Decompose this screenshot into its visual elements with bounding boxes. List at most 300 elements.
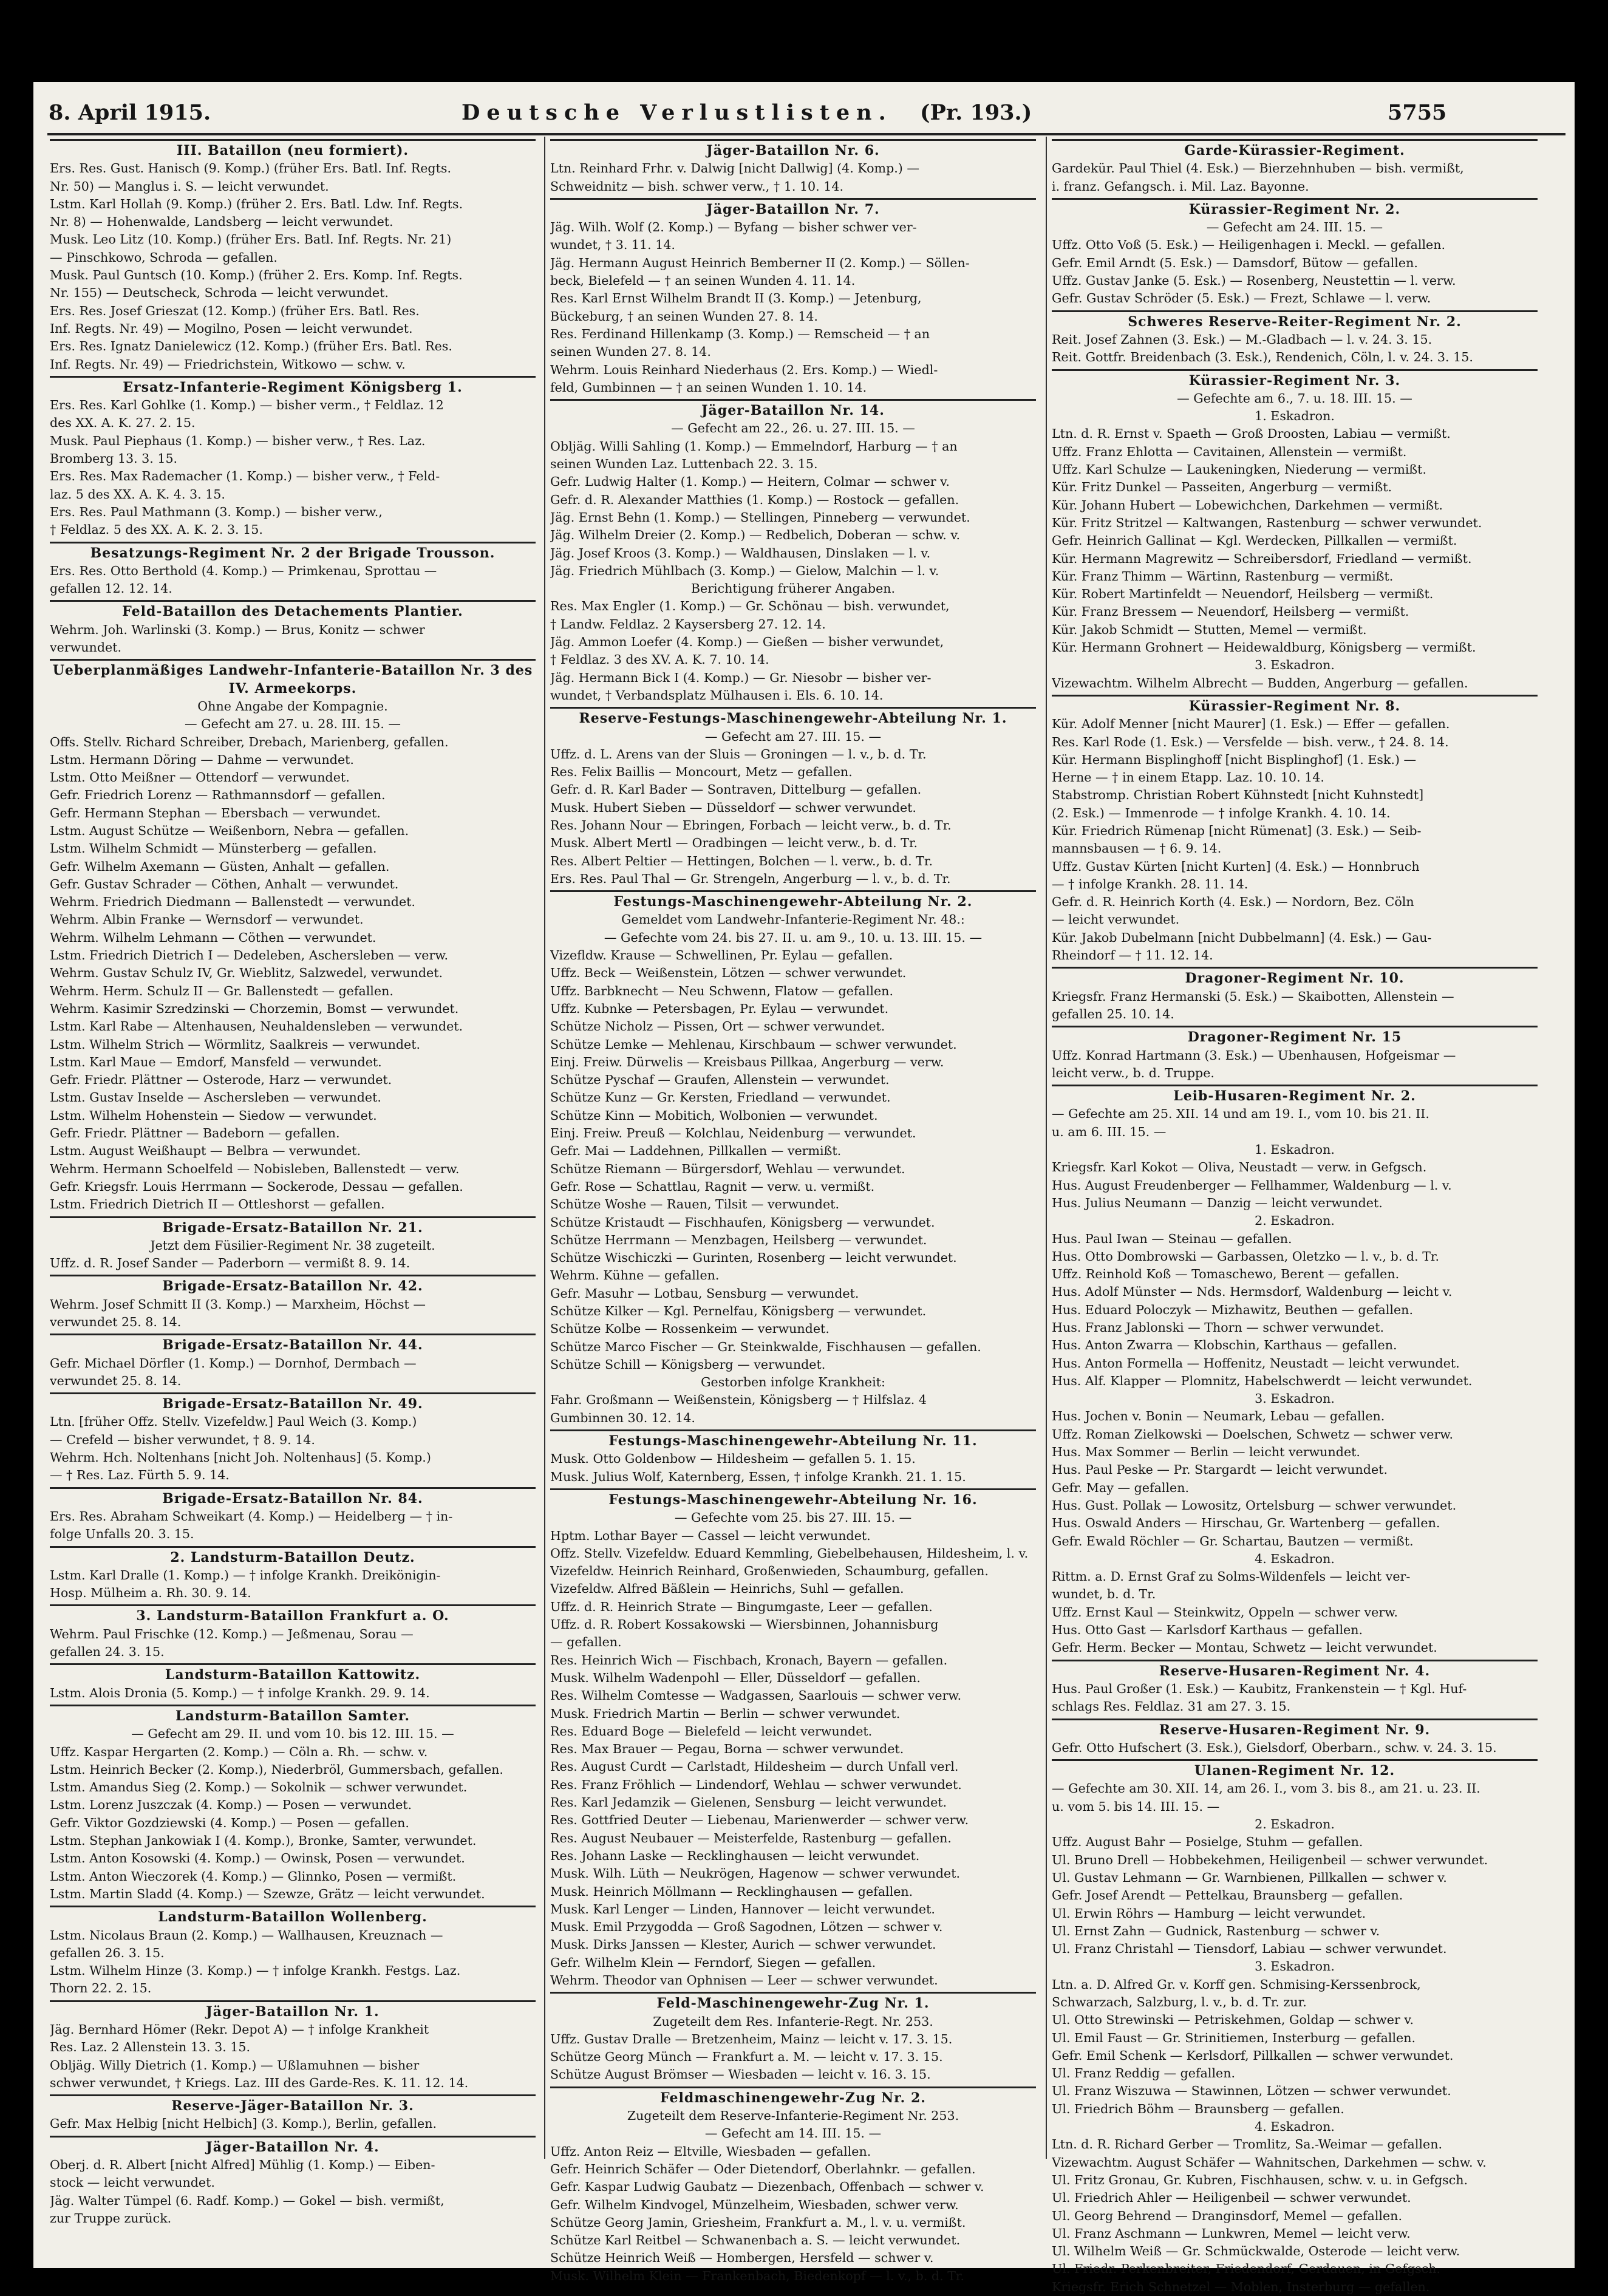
- entry-line: Kür. Hermann Grohnert — Heidewaldburg, Königsberg — vermißt.: [1052, 640, 1476, 655]
- section: [1052, 369, 1538, 692]
- entry-line: 3. Eskadron.: [1255, 1391, 1335, 1406]
- entry-line: Hus. Oswald Anders — Hirschau, Gr. Wartenberg — gefallen.: [1052, 1516, 1440, 1531]
- entry-line: folge Unfalls 20. 3. 15.: [50, 1527, 194, 1542]
- entry-line: Ers. Res. Karl Gohlke (1. Komp.) — bisher verm., † Feldlaz. 12: [50, 398, 444, 413]
- entry-line: 3. Eskadron.: [1255, 1959, 1335, 1974]
- entry-line: Uffz. Ernst Kaul — Steinkwitz, Oppeln — schwer verw.: [1052, 1604, 1398, 1620]
- entry-line: Schütze August Brömser — Wiesbaden — leicht v. 16. 3. 15.: [550, 2067, 931, 2082]
- section-heading: Brigade-Ersatz-Bataillon Nr. 21.: [162, 1219, 423, 1236]
- entry-line: Kriegsfr. Franz Hermanski (5. Esk.) — Skaibotten, Allenstein —: [1052, 989, 1454, 1004]
- entry-line: wundet, † Verbandsplatz Mülhausen i. Els. 6. 10. 14.: [550, 687, 884, 703]
- entry-line: Ltn. [früher Offz. Stellv. Vizefeldw.] Paul Weich (3. Komp.): [50, 1414, 417, 1429]
- entry-line: Vizefldw. Krause — Schwellinen, Pr. Eylau — gefallen.: [550, 948, 893, 963]
- entry-line: seinen Wunden 27. 8. 14.: [550, 344, 711, 359]
- entry-line: Gefr. Heinrich Schäfer — Oder Dietendorf, Oberlahnkr. — gefallen.: [550, 2161, 976, 2176]
- entry-line: Kür. Franz Thimm — Wärtinn, Rastenburg — vermißt.: [1052, 568, 1394, 584]
- entry-line: Gefr. Kriegsfr. Louis Herrmann — Sockerode, Dessau — gefallen.: [50, 1179, 463, 1194]
- entry-line: 2. Eskadron.: [1255, 1817, 1335, 1832]
- entry-line: Uffz. d. R. Robert Kossakowski — Wiersbinnen, Johannisburg: [550, 1617, 939, 1632]
- section: [50, 659, 536, 1213]
- section: [50, 376, 536, 539]
- entry-line: laz. 5 des XX. A. K. 4. 3. 15.: [50, 486, 225, 502]
- column-divider-2: [1046, 137, 1047, 2159]
- entry-line: Vizefeldw. Alfred Bäßlein — Heinrichs, Suhl — gefallen.: [550, 1581, 904, 1596]
- entry-line: Bromberg 13. 3. 15.: [50, 451, 178, 466]
- entry-line: Uffz. Gustav Dralle — Bretzenheim, Mainz — leicht v. 17. 3. 15.: [550, 2031, 953, 2046]
- entry-line: Schütze Pyschaf — Graufen, Allenstein — verwundet.: [550, 1072, 890, 1088]
- section: [550, 2086, 1036, 2285]
- entry-line: Schwarzach, Salzburg, l. v., b. d. Tr. zur.: [1052, 1994, 1307, 2009]
- entry-line: Ul. Franz Aschmann — Lunkwren, Memel — leicht verw.: [1052, 2226, 1411, 2241]
- section-heading: Landsturm-Bataillon Kattowitz.: [165, 1667, 421, 1683]
- entry-line: Bückeburg, † an seinen Wunden 27. 8. 14.: [550, 308, 818, 324]
- section-heading: Reserve-Husaren-Regiment Nr. 9.: [1159, 1722, 1431, 1738]
- entry-line: 4. Eskadron.: [1255, 2119, 1335, 2134]
- entry-line: verwundet 25. 8. 14.: [50, 1315, 182, 1329]
- entry-line: Uffz. Barbknecht — Neu Schwenn, Flatow — gefallen.: [550, 983, 893, 998]
- entry-line: Ul. Friedrich Böhm — Braunsberg — gefallen.: [1052, 2101, 1344, 2116]
- entry-line: Schütze Kilker — Kgl. Pernelfau, Königsberg — verwundet.: [550, 1304, 927, 1318]
- entry-line: Inf. Regts. Nr. 49) — Friedrichstein, Witkowo — schw. v.: [50, 356, 406, 372]
- entry-line: Schütze Wischiczki — Gurinten, Rosenberg — leicht verwundet.: [550, 1250, 957, 1266]
- section: [50, 1487, 536, 1544]
- entry-line: Kür. Jakob Dubelmann [nicht Dubbelmann] (4. Esk.) — Gau-: [1052, 930, 1432, 945]
- entry-line: Kür. Adolf Menner [nicht Maurer] (1. Esk.) — Effer — gefallen.: [1052, 717, 1450, 732]
- entry-line: Res. August Neubauer — Meisterfelde, Rastenburg — gefallen.: [550, 1830, 952, 1845]
- entry-line: — Crefeld — bisher verwundet, † 8. 9. 14.: [50, 1432, 315, 1447]
- entry-line: 3. Eskadron.: [1255, 658, 1335, 673]
- entry-line: Wehrm. Kühne — gefallen.: [550, 1268, 720, 1283]
- entry-line: Reit. Gottfr. Breidenbach (3. Esk.), Rendenich, Cöln, l. v. 24. 3. 15.: [1052, 350, 1473, 365]
- entry-line: Jäg. Bernhard Hömer (Rekr. Depot A) — † infolge Krankheit: [50, 2022, 429, 2037]
- entry-line: Kür. Friedrich Rümenap [nicht Rümenat] (3. Esk.) — Seib-: [1052, 823, 1422, 838]
- entry-line: Gefr. Gustav Schrader — Cöthen, Anhalt — verwundet.: [50, 876, 399, 891]
- entry-line: Lstm. Karl Maue — Emdorf, Mansfeld — verwundet.: [50, 1054, 382, 1069]
- section-heading: III. Bataillon (neu formiert).: [176, 143, 409, 158]
- entry-line: Lstm. August Weißhaupt — Belbra — verwundet.: [50, 1143, 361, 1159]
- entry-line: Nr. 155) — Deutscheck, Schroda — leicht verwundet.: [50, 285, 389, 301]
- entry-line: Vizefeldw. Heinrich Reinhard, Großenwieden, Schaumburg, gefallen.: [550, 1564, 989, 1579]
- section: [50, 1216, 536, 1273]
- entry-line: Jäg. Friedrich Mühlbach (3. Komp.) — Gielow, Malchin — l. v.: [550, 563, 939, 578]
- entry-line: Musk. Friedrich Martin — Berlin — schwer verwundet.: [550, 1706, 901, 1721]
- entry-line: schlags Res. Feldlaz. 31 am 27. 3. 15.: [1052, 1699, 1291, 1714]
- entry-line: Hus. August Freudenberger — Fellhammer, Waldenburg — l. v.: [1052, 1177, 1452, 1193]
- entry-line: Musk. Albert Mertl — Oradbingen — leicht verw., b. d. Tr.: [550, 836, 918, 851]
- entry-line: Gefr. Max Helbig [nicht Helbich] (3. Komp.), Berlin, gefallen.: [50, 2116, 437, 2131]
- entry-line: Musk. Emil Przygodda — Groß Sagodnen, Lötzen — schwer v.: [550, 1920, 943, 1935]
- entry-line: Kriegsfr. Karl Kokot — Oliva, Neustadt — verw. in Gefgsch.: [1052, 1160, 1427, 1175]
- entry-line: — Gefecht am 24. III. 15. —: [1206, 220, 1383, 235]
- entry-line: — Gefechte am 30. XII. 14, am 26. I., vom 3. bis 8., am 21. u. 23. II.: [1052, 1781, 1480, 1796]
- section-heading: Jäger-Bataillon Nr. 4.: [206, 2139, 380, 2155]
- entry-line: (2. Esk.) — Immenrode — † infolge Krankh. 4. 10. 14.: [1052, 805, 1391, 820]
- column-middle: [550, 137, 1036, 2285]
- entry-line: † Landw. Feldlaz. 2 Kaysersberg 27. 12. 14.: [550, 616, 826, 632]
- issue-date: 8. April 1915.: [49, 100, 211, 125]
- entry-line: — Gefecht am 29. II. und vom 10. bis 12. III. 15. —: [131, 1726, 454, 1742]
- entry-line: 4. Eskadron.: [1255, 1551, 1335, 1566]
- entry-line: Hus. Paul Iwan — Steinau — gefallen.: [1052, 1231, 1292, 1246]
- entry-line: Rittm. a. D. Ernst Graf zu Solms-Wildenfels — leicht ver-: [1052, 1569, 1411, 1584]
- entry-line: Hus. Franz Jablonski — Thorn — schwer verwundet.: [1052, 1320, 1385, 1335]
- entry-line: — Gefechte am 6., 7. u. 18. III. 15. —: [1177, 390, 1412, 406]
- section: [50, 1663, 536, 1702]
- entry-line: Uffz. Karl Schulze — Laukeningken, Niederung — vermißt.: [1052, 462, 1427, 477]
- entry-line: Ltn. a. D. Alfred Gr. v. Korff gen. Schmising-Kerssenbrock,: [1052, 1977, 1421, 1992]
- entry-line: Res. Heinrich Wich — Fischbach, Kronach, Bayern — gefallen.: [550, 1652, 948, 1667]
- entry-line: Res. Eduard Boge — Bielefeld — leicht verwundet.: [550, 1723, 873, 1739]
- section: [50, 1604, 536, 1661]
- entry-line: Res. Gottfried Deuter — Liebenau, Marienwerder — schwer verw.: [550, 1813, 969, 1828]
- entry-line: Reit. Josef Zahnen (3. Esk.) — M.-Gladbach — l. v. 24. 3. 15.: [1052, 332, 1433, 347]
- entry-line: Lstm. Alois Dronia (5. Komp.) — † infolge Krankh. 29. 9. 14.: [50, 1685, 430, 1700]
- section-heading: Kürassier-Regiment Nr. 3.: [1188, 372, 1401, 389]
- entry-line: verwundet.: [50, 640, 122, 655]
- entry-line: Lstm. Anton Wieczorek (4. Komp.) — Glinnko, Posen — vermißt.: [50, 1868, 457, 1884]
- section: [50, 600, 536, 656]
- section-heading: Besatzungs-Regiment Nr. 2 der Brigade Trousson.: [90, 545, 496, 561]
- entry-line: Schütze Kristaudt — Fischhaufen, Königsberg — verwundet.: [550, 1214, 935, 1230]
- entry-line: Musk. Otto Goldenbow — Hildesheim — gefallen 5. 1. 15.: [550, 1451, 916, 1467]
- entry-line: Gefr. Friedr. Plättner — Osterode, Harz — verwundet.: [50, 1072, 392, 1088]
- entry-line: Lstm. Hermann Döring — Dahme — verwundet.: [50, 752, 354, 767]
- entry-line: Ul. Bruno Drell — Hobbekehmen, Heiligenbeil — schwer verwundet.: [1052, 1852, 1488, 1867]
- entry-line: Offs. Stellv. Richard Schreiber, Drebach, Marienberg, gefallen.: [50, 734, 449, 749]
- entry-line: Musk. Wilh. Lüth — Neukrögen, Hagenow — schwer verwundet.: [550, 1866, 961, 1881]
- entry-line: Ul. Ernst Zahn — Gudnick, Rastenburg — schwer v.: [1052, 1923, 1380, 1938]
- section-heading: Ersatz-Infanterie-Regiment Königsberg 1.: [123, 379, 463, 395]
- entry-line: leicht verw., b. d. Truppe.: [1052, 1065, 1215, 1080]
- section-heading: Kürassier-Regiment Nr. 8.: [1188, 698, 1401, 714]
- section-heading: Brigade-Ersatz-Bataillon Nr. 84.: [162, 1490, 423, 1507]
- entry-line: Ul. Franz Wiszuwa — Stawinnen, Lötzen — schwer verwundet.: [1052, 2083, 1451, 2099]
- entry-line: Gefr. Emil Schenk — Kerlsdorf, Pillkallen — schwer verwundet.: [1052, 2048, 1454, 2063]
- entry-line: Res. Franz Fröhlich — Lindendorf, Wehlau — schwer verwundet.: [550, 1777, 962, 1792]
- entry-line: Vizewachtm. Wilhelm Albrecht — Budden, Angerburg — gefallen.: [1052, 675, 1468, 690]
- entry-line: i. franz. Gefangsch. i. Mil. Laz. Bayonne.: [1052, 179, 1309, 194]
- entry-line: Ers. Res. Paul Mathmann (3. Komp.) — bisher verw.,: [50, 504, 383, 519]
- section: [1052, 967, 1538, 1023]
- section: [550, 139, 1036, 196]
- entry-line: Gestorben infolge Krankheit:: [701, 1375, 885, 1390]
- entry-line: Schütze Woshe — Rauen, Tilsit — verwundet.: [550, 1197, 839, 1212]
- section-heading: Dragoner-Regiment Nr. 15: [1187, 1029, 1402, 1046]
- entry-line: Gefr. Viktor Gozdziewski (4. Komp.) — Posen — gefallen.: [50, 1815, 409, 1830]
- section-heading: Brigade-Ersatz-Bataillon Nr. 49.: [162, 1396, 423, 1412]
- entry-line: Schütze Nicholz — Pissen, Ort — schwer verwundet.: [550, 1019, 885, 1034]
- section: [1052, 1719, 1538, 1757]
- entry-line: Uffz. Kubnke — Petersbagen, Pr. Eylau — verwundet.: [550, 1001, 889, 1016]
- section-heading: 2. Landsturm-Bataillon Deutz.: [170, 1549, 415, 1565]
- entry-line: Hus. Julius Neumann — Danzig — leicht verwundet.: [1052, 1195, 1383, 1210]
- section-heading: Reserve-Husaren-Regiment Nr. 4.: [1159, 1663, 1431, 1679]
- section-heading: Landsturm-Bataillon Wollenberg.: [158, 1909, 428, 1926]
- entry-line: — † infolge Krankh. 28. 11. 14.: [1052, 876, 1249, 891]
- entry-line: Lstm. Friedrich Dietrich I — Dedeleben, Aschersleben — verw.: [50, 948, 449, 963]
- entry-line: Einj. Freiw. Dürwelis — Kreisbaus Pillkaa, Angerburg — verw.: [550, 1054, 944, 1069]
- entry-line: Gefr. Heinrich Gallinat — Kgl. Werdecken, Pillkallen — vermißt.: [1052, 533, 1457, 548]
- entry-line: Ul. Wilhelm Weiß — Gr. Schmückwalde, Osterode — leicht verw.: [1052, 2244, 1460, 2259]
- entry-line: Uffz. Reinhold Koß — Tomaschewo, Berent — gefallen.: [1052, 1267, 1400, 1282]
- section: [1052, 139, 1538, 196]
- entry-line: Ers. Res. Otto Berthold (4. Komp.) — Primkenau, Sprottau —: [50, 563, 437, 578]
- entry-line: Thorn 22. 2. 15.: [50, 1981, 152, 1996]
- entry-line: Musk. Hubert Sieben — Düsseldorf — schwer verwundet.: [550, 800, 916, 815]
- entry-line: Res. Johann Nour — Ebringen, Forbach — leicht verw., b. d. Tr.: [550, 817, 952, 833]
- section-heading: Leib-Husaren-Regiment Nr. 2.: [1173, 1088, 1416, 1105]
- entry-line: Res. August Curdt — Carlstadt, Hildesheim — durch Unfall verl.: [550, 1759, 959, 1774]
- entry-line: Res. Karl Rode (1. Esk.) — Versfelde — bish. verw., † 24. 8. 14.: [1052, 734, 1449, 749]
- entry-line: Kür. Hermann Bisplinghoff [nicht Bisplinghof] (1. Esk.) —: [1052, 752, 1417, 767]
- entry-line: wundet, † 3. 11. 14.: [550, 237, 675, 253]
- entry-line: gefallen 24. 3. 15.: [50, 1644, 165, 1660]
- entry-line: Res. Max Brauer — Pegau, Borna — schwer verwundet.: [550, 1742, 904, 1757]
- section: [1052, 1085, 1538, 1657]
- entry-line: Ul. Otto Strewinski — Petriskehmen, Goldap — schwer v.: [1052, 2012, 1414, 2028]
- entry-line: Lstm. Otto Meißner — Ottendorf — verwundet.: [50, 770, 350, 785]
- entry-line: Jäg. Wilhelm Dreier (2. Komp.) — Redbelich, Doberan — schw. v.: [550, 528, 961, 543]
- entry-line: Res. Felix Baillis — Moncourt, Metz — gefallen.: [550, 765, 853, 780]
- section-heading: 3. Landsturm-Bataillon Frankfurt a. O.: [136, 1608, 449, 1624]
- entry-line: Res. Wilhelm Comtesse — Wadgassen, Saarlouis — schwer verw.: [550, 1688, 962, 1703]
- section: [1052, 1759, 1538, 2296]
- section: [50, 1705, 536, 1903]
- entry-line: 1. Eskadron.: [1255, 409, 1335, 424]
- entry-line: Musk. Paul Guntsch (10. Komp.) (früher 2. Ers. Komp. Inf. Regts.: [50, 268, 463, 283]
- section-heading: Ueberplanmäßiges Landwehr-Infanterie-Bataillon Nr. 3 des IV. Armeekorps.: [52, 663, 533, 697]
- entry-line: Gefr. Emil Arndt (5. Esk.) — Damsdorf, Bütow — gefallen.: [1052, 255, 1418, 270]
- entry-line: Schütze Lemke — Mehlenau, Kirschbaum — schwer verwundet.: [550, 1037, 957, 1052]
- entry-line: 2. Eskadron.: [1255, 1213, 1335, 1228]
- entry-line: Lstm. Karl Dralle (1. Komp.) — † infolge Krankh. Dreikönigin-: [50, 1567, 441, 1582]
- entry-line: seinen Wunden Laz. Luttenbach 22. 3. 15.: [550, 457, 818, 472]
- entry-line: Herne — † in einem Etapp. Laz. 10. 10. 14.: [1052, 770, 1324, 785]
- entry-line: Res. Johann Laske — Recklinghausen — leicht verwundet.: [550, 1848, 920, 1863]
- entry-line: — Gefecht am 27. u. 28. III. 15. —: [185, 717, 401, 732]
- section-heading: Landsturm-Bataillon Samter.: [175, 1708, 411, 1724]
- entry-line: Wehrm. Hermann Schoelfeld — Nobisleben, Ballenstedt — verw.: [50, 1161, 460, 1176]
- entry-line: Wehrm. Theodor van Ophnisen — Leer — schwer verwundet.: [550, 1972, 938, 1988]
- entry-line: Lstm. Nicolaus Braun (2. Komp.) — Wallhausen, Kreuznach —: [50, 1927, 443, 1943]
- entry-line: — Pinschkowo, Schroda — gefallen.: [50, 250, 278, 265]
- entry-line: Ul. Emil Faust — Gr. Strinitiemen, Insterburg — gefallen.: [1052, 2030, 1416, 2045]
- entry-line: Uffz. Kaspar Hergarten (2. Komp.) — Cöln a. Rh. — schw. v.: [50, 1744, 428, 1759]
- entry-line: † Feldlaz. 3 des XV. A. K. 7. 10. 14.: [550, 652, 769, 667]
- entry-line: gefallen 25. 10. 14.: [1052, 1006, 1174, 1021]
- entry-line: Uffz. August Bahr — Posielge, Stuhm — gefallen.: [1052, 1834, 1363, 1850]
- entry-line: Jäg. Hermann Bick I (4. Komp.) — Gr. Niesobr — bisher ver-: [550, 670, 932, 685]
- entry-line: Kür. Jakob Schmidt — Stutten, Memel — vermißt.: [1052, 622, 1367, 637]
- entry-line: Kür. Johann Hubert — Lobewichchen, Darkehmen — vermißt.: [1052, 497, 1443, 513]
- entry-line: Musk. Julius Wolf, Katernberg, Essen, † infolge Krankh. 21. 1. 15.: [550, 1469, 966, 1484]
- entry-line: Uffz. Gustav Janke (5. Esk.) — Rosenberg, Neustettin — l. verw.: [1052, 273, 1456, 288]
- section: [1052, 1026, 1538, 1082]
- entry-line: Kriegsfr. Erich Schnetzel — Moblen, Insterburg — gefallen.: [1052, 2279, 1430, 2294]
- section: [550, 198, 1036, 397]
- entry-line: Schütze Marco Fischer — Gr. Steinkwalde, Fischhausen — gefallen.: [550, 1339, 981, 1354]
- entry-line: Lstm. Stephan Jankowiak I (4. Komp.), Bronke, Samter, verwundet.: [50, 1833, 477, 1848]
- entry-line: Kür. Fritz Dunkel — Passeiten, Angerburg — vermißt.: [1052, 480, 1392, 495]
- entry-line: Gemeldet vom Landwehr-Infanterie-Regiment Nr. 48.:: [621, 912, 965, 927]
- entry-line: Gefr. d. R. Heinrich Korth (4. Esk.) — Nordorn, Bez. Cöln: [1052, 894, 1414, 910]
- entry-line: † Feldlaz. 5 des XX. A. K. 2. 3. 15.: [50, 522, 263, 537]
- entry-line: Hus. Otto Gast — Karlsdorf Karthaus — gefallen.: [1052, 1623, 1363, 1638]
- entry-line: Schweidnitz — bish. schwer verw., † 1. 10. 14.: [550, 179, 843, 194]
- entry-line: Gefr. Ewald Röchler — Gr. Schartau, Bautzen — vermißt.: [1052, 1533, 1414, 1548]
- entry-line: Gefr. Michael Dörfler (1. Komp.) — Dornhof, Dermbach —: [50, 1355, 417, 1371]
- entry-line: Lstm. Lorenz Juszczak (4. Komp.) — Posen — verwundet.: [50, 1797, 412, 1813]
- entry-line: Kür. Franz Bressem — Neuendorf, Heilsberg — vermißt.: [1052, 604, 1409, 619]
- section-heading: Reserve-Jäger-Bataillon Nr. 3.: [171, 2098, 414, 2114]
- entry-line: u. vom 5. bis 14. III. 15. —: [1052, 1799, 1220, 1814]
- page-number: 5755: [1388, 100, 1447, 125]
- entry-line: Wehrm. Joh. Warlinski (3. Komp.) — Brus, Konitz — schwer: [50, 622, 425, 637]
- section-heading: Jäger-Bataillon Nr. 6.: [706, 143, 880, 158]
- entry-line: Res. Karl Ernst Wilhelm Brandt II (3. Komp.) — Jetenburg,: [550, 291, 922, 306]
- section-heading: Feld-Bataillon des Detachements Plantier.: [122, 604, 463, 620]
- section-heading: Kürassier-Regiment Nr. 2.: [1188, 201, 1401, 217]
- entry-line: Wehrm. Hch. Noltenhans [nicht Joh. Noltenhaus] (5. Komp.): [50, 1450, 431, 1465]
- entry-line: Schütze Heinrich Weiß — Hombergen, Hersfeld — schwer v.: [550, 2250, 934, 2266]
- entry-line: Kür. Hermann Magrewitz — Schreibersdorf, Friedland — vermißt.: [1052, 551, 1472, 566]
- section: [50, 1392, 536, 1484]
- section: [50, 1334, 536, 1390]
- entry-line: Gumbinnen 30. 12. 14.: [550, 1410, 695, 1425]
- entry-line: Lstm. Karl Hollah (9. Komp.) (früher 2. Ers. Batl. Ldw. Inf. Regts.: [50, 196, 463, 211]
- entry-line: Wehrm. Kasimir Szredzinski — Chorzemin, Bomst — verwundet.: [50, 1001, 459, 1016]
- header-rule: [47, 133, 1565, 135]
- section: [1052, 695, 1538, 964]
- entry-line: Ul. Friedr. Perkenbreiter, Friedendorf, Gerdauen, in Gefgsch.: [1052, 2261, 1441, 2277]
- entry-line: Gefr. Wilhelm Kindvogel, Münzelheim, Wiesbaden, schwer verw.: [550, 2197, 959, 2212]
- entry-line: Uffz. Otto Voß (5. Esk.) — Heiligenhagen i. Meckl. — gefallen.: [1052, 237, 1446, 253]
- section: [50, 2094, 536, 2133]
- entry-line: Uffz. Anton Reiz — Eltville, Wiesbaden — gefallen.: [550, 2144, 871, 2159]
- entry-line: Ers. Res. Josef Grieszat (12. Komp.) (früher Ers. Batl. Res.: [50, 303, 420, 318]
- publication-title: Deutsche Verlustlisten.: [462, 100, 893, 125]
- entry-line: — Gefecht am 27. III. 15. —: [704, 729, 882, 744]
- entry-line: — Gefechte vom 24. bis 27. II. u. am 9., 10. u. 13. III. 15. —: [604, 930, 983, 945]
- entry-line: Gardekür. Paul Thiel (4. Esk.) — Bierzehnhuben — bish. vermißt,: [1052, 161, 1464, 176]
- entry-line: Hus. Gust. Pollak — Lowositz, Ortelsburg — schwer verwundet.: [1052, 1497, 1457, 1513]
- entry-line: Gefr. Wilhelm Klein — Ferndorf, Siegen — gefallen.: [550, 1955, 876, 1970]
- entry-line: Wehrm. Friedrich Diedmann — Ballenstedt — verwundet.: [50, 894, 415, 910]
- section-heading: Brigade-Ersatz-Bataillon Nr. 42.: [162, 1278, 423, 1295]
- entry-line: Gefr. May — gefallen.: [1052, 1480, 1190, 1495]
- column-right: [1052, 137, 1538, 2296]
- entry-line: Hus. Paul Peske — Pr. Stargardt — leicht verwundet.: [1052, 1462, 1388, 1477]
- entry-line: Hus. Anton Zwarra — Klobschin, Karthaus — gefallen.: [1052, 1338, 1397, 1353]
- entry-line: Kür. Fritz Stritzel — Kaltwangen, Rastenburg — schwer verwundet.: [1052, 515, 1482, 530]
- entry-line: Wehrm. Louis Reinhard Niederhaus (2. Ers. Komp.) — Wiedl-: [550, 362, 938, 377]
- entry-line: Musk. Wilhelm Klein — Frankenbach, Biedenkopf — l. v., b. d. Tr.: [550, 2268, 965, 2283]
- entry-line: Ul. Gustav Lehmann — Gr. Warnbienen, Pillkallen — schwer v.: [1052, 1870, 1447, 1885]
- entry-line: Schütze Kunz — Gr. Kersten, Friedland — verwundet.: [550, 1090, 891, 1105]
- section: [50, 1546, 536, 1603]
- section: [1052, 1660, 1538, 1716]
- entry-line: feld, Gumbinnen — † an seinen Wunden 1. 10. 14.: [550, 380, 867, 395]
- entry-line: Oberj. d. R. Albert [nicht Alfred] Mühlig (1. Komp.) — Eiben-: [50, 2158, 435, 2173]
- entry-line: Schütze Georg Jamin, Griesheim, Frankfurt a. M., l. v. u. vermißt.: [550, 2215, 966, 2230]
- entry-line: Uffz. Franz Ehlotta — Cavitainen, Allenstein — vermißt.: [1052, 444, 1407, 459]
- entry-line: Schütze Herrmann — Menzbagen, Heilsberg — verwundet.: [550, 1232, 927, 1247]
- entry-line: Schütze Kinn — Mobitich, Wolbonien — verwundet.: [550, 1108, 878, 1123]
- entry-line: u. am 6. III. 15. —: [1052, 1124, 1167, 1139]
- entry-line: Gefr. Kaspar Ludwig Gaubatz — Diezenbach, Offenbach — schwer v.: [550, 2179, 984, 2195]
- entry-line: — gefallen.: [550, 1635, 622, 1650]
- entry-line: Res. Ferdinand Hillenkamp (3. Komp.) — Remscheid — † an: [550, 326, 930, 341]
- entry-line: Hus. Max Sommer — Berlin — leicht verwundet.: [1052, 1445, 1360, 1460]
- entry-line: Schütze Schill — Königsberg — verwundet.: [550, 1357, 826, 1372]
- entry-line: Wehrm. Gustav Schulz IV, Gr. Wieblitz, Salzwedel, verwundet.: [50, 966, 443, 981]
- entry-line: Wehrm. Albin Franke — Wernsdorf — verwundet.: [50, 912, 364, 927]
- section-heading: Reserve-Festungs-Maschinengewehr-Abteilung Nr. 1.: [579, 710, 1007, 727]
- entry-line: Hus. Adolf Münster — Nds. Hermsdorf, Waldenburg — leicht v.: [1052, 1284, 1453, 1300]
- entry-line: Gefr. Hermann Stephan — Ebersbach — verwundet.: [50, 805, 381, 820]
- entry-line: Lstm. Heinrich Becker (2. Komp.), Niederbröl, Gummersbach, gefallen.: [50, 1762, 503, 1777]
- section: [550, 399, 1036, 704]
- entry-line: Ers. Res. Max Rademacher (1. Komp.) — bisher verw., † Feld-: [50, 469, 440, 484]
- entry-line: des XX. A. K. 27. 2. 15.: [50, 415, 196, 431]
- section: [50, 1906, 536, 1997]
- entry-line: Hus. Alf. Klapper — Plomnitz, Habelschwerdt — leicht verwundet.: [1052, 1373, 1473, 1388]
- entry-line: wundet, b. d. Tr.: [1052, 1587, 1156, 1602]
- entry-line: — Gefecht am 14. III. 15. —: [704, 2126, 882, 2141]
- entry-line: Gefr. Wilhelm Axemann — Güsten, Anhalt — gefallen.: [50, 859, 390, 874]
- entry-line: Obljäg. Willy Dietrich (1. Komp.) — Ußlamuhnen — bisher: [50, 2057, 420, 2073]
- section: [1052, 310, 1538, 367]
- entry-line: Gefr. Mai — Laddehnen, Pillkallen — vermißt.: [550, 1143, 842, 1159]
- section-heading: Festungs-Maschinengewehr-Abteilung Nr. 11.: [608, 1433, 978, 1449]
- entry-line: Lstm. Anton Kosowski (4. Komp.) — Owinsk, Posen — verwundet.: [50, 1851, 465, 1866]
- section: [550, 1429, 1036, 1486]
- entry-line: Lstm. August Schütze — Weißenborn, Nebra — gefallen.: [50, 823, 409, 838]
- entry-line: Ul. Friedrich Ahler — Heiligenbeil — schwer verwundet.: [1052, 2190, 1411, 2206]
- entry-line: Schütze Kolbe — Rossenkeim — verwundet.: [550, 1321, 830, 1337]
- entry-line: Zugeteilt dem Res. Infanterie-Regt. Nr. 253.: [653, 2014, 933, 2029]
- section: [50, 2000, 536, 2092]
- section: [50, 2136, 536, 2227]
- section: [550, 1992, 1036, 2083]
- section-heading: Garde-Kürassier-Regiment.: [1184, 143, 1405, 158]
- entry-line: Ul. Erwin Röhrs — Hamburg — leicht verwundet.: [1052, 1906, 1366, 1921]
- entry-line: Ers. Res. Abraham Schweikart (4. Komp.) — Heidelberg — † in-: [50, 1508, 453, 1524]
- entry-line: Wehrm. Wilhelm Lehmann — Cöthen — verwundet.: [50, 930, 376, 945]
- entry-line: Jäg. Wilh. Wolf (2. Komp.) — Byfang — bisher schwer ver-: [550, 220, 917, 235]
- entry-line: stock — leicht verwundet.: [50, 2175, 215, 2190]
- entry-line: 1. Eskadron.: [1255, 1142, 1335, 1157]
- section-heading: Feld-Maschinengewehr-Zug Nr. 1.: [656, 1995, 930, 2012]
- entry-line: Gefr. d. R. Karl Bader — Sontraven, Dittelburg — gefallen.: [550, 782, 922, 797]
- entry-line: Gefr. Gustav Schröder (5. Esk.) — Frezt, Schlawe — l. verw.: [1052, 291, 1431, 306]
- entry-line: Inf. Regts. Nr. 49) — Mogilno, Posen — leicht verwundet.: [50, 321, 413, 336]
- entry-line: Res. Karl Jedamzik — Gielenen, Sensburg — leicht verwundet.: [550, 1795, 947, 1810]
- entry-line: Hus. Paul Großer (1. Esk.) — Kaubitz, Frankenstein — † Kgl. Huf-: [1052, 1681, 1467, 1696]
- entry-line: Lstm. Friedrich Dietrich II — Ottleshorst — gefallen.: [50, 1197, 385, 1212]
- entry-line: Offz. Stellv. Vizefeldw. Eduard Kemmling, Giebelbehausen, Hildesheim, l. v.: [550, 1545, 1029, 1561]
- section: [50, 542, 536, 598]
- entry-line: Fahr. Großmann — Weißenstein, Königsberg — † Hilfslaz. 4: [550, 1392, 927, 1408]
- section: [50, 139, 536, 373]
- section-heading: Feldmaschinengewehr-Zug Nr. 2.: [660, 2090, 926, 2106]
- entry-line: Gefr. Masuhr — Lotbau, Sensburg — verwundet.: [550, 1286, 859, 1301]
- section: [550, 707, 1036, 888]
- entry-line: Hus. Eduard Poloczyk — Mizhawitz, Beuthen — gefallen.: [1052, 1302, 1413, 1317]
- entry-line: Lstm. Amandus Sieg (2. Komp.) — Sokolnik — schwer verwundet.: [50, 1780, 468, 1795]
- entry-line: Jetzt dem Füsilier-Regiment Nr. 38 zugeteilt.: [150, 1238, 435, 1253]
- entry-line: beck, Bielefeld — † an seinen Wunden 4. 11. 14.: [550, 273, 856, 288]
